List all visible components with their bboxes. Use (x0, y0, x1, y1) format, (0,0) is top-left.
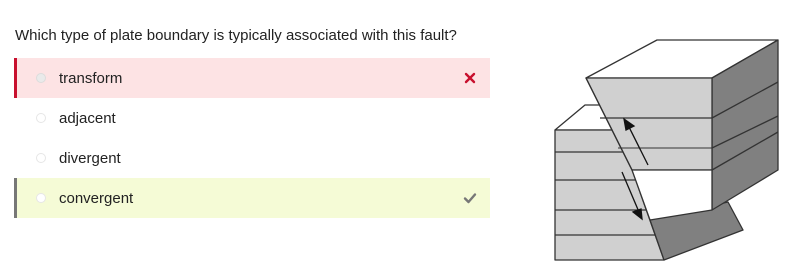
option-label: adjacent (59, 109, 116, 127)
option-transform[interactable] (14, 58, 490, 98)
option-label: divergent (59, 149, 121, 167)
radio-button[interactable] (36, 73, 46, 83)
radio-button[interactable] (36, 153, 46, 163)
option-adjacent[interactable] (14, 98, 490, 138)
option-convergent[interactable] (14, 178, 490, 218)
option-divergent[interactable] (14, 138, 490, 178)
checkmark-icon (460, 188, 480, 208)
radio-button[interactable] (36, 113, 46, 123)
question-text: Which type of plate boundary is typically associated with this fault? (15, 27, 457, 44)
radio-button[interactable] (36, 193, 46, 203)
answer-options (14, 58, 490, 218)
x-icon (460, 68, 480, 88)
reverse-fault-block-diagram (540, 30, 785, 270)
option-label: transform (59, 69, 123, 87)
option-label: convergent (59, 189, 134, 207)
